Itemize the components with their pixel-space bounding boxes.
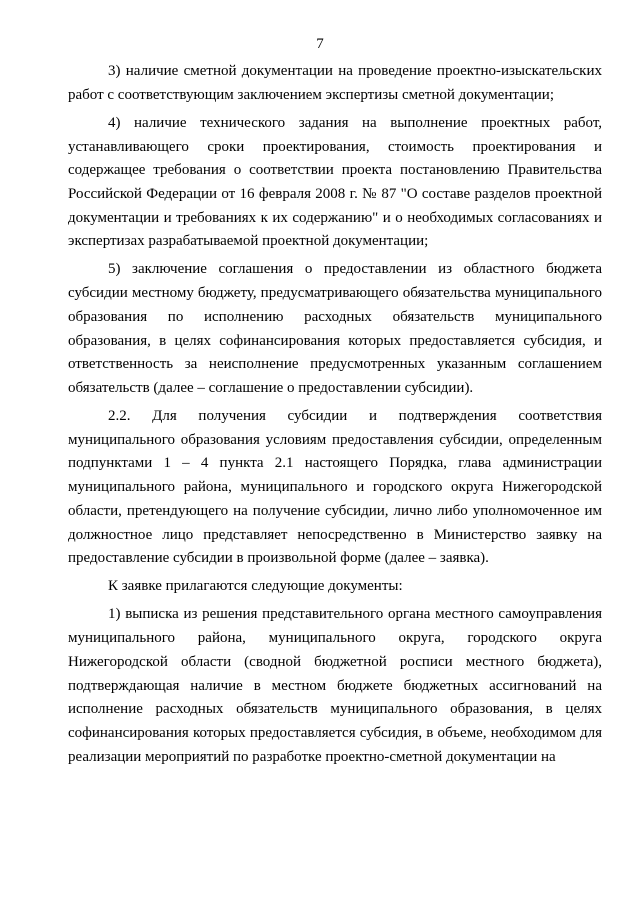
paragraph-item-4-technical-task: 4) наличие технического задания на выполнение проектных работ, устанавливающего сроки проектирования, стоимость проектирования и содержащее требования о соответствии проекта постановлению Правительства Российской Федерации от 16 февраля 2008 г. № 87 "О составе разделов проектной документации и требованиях к их содержанию" и о необходимых согласованиях и экспертизах разрабатываемой проектной документации; (68, 114, 602, 250)
paragraph-2-2-application: 2.2. Для получения субсидии и подтверждения соответствия муниципального образования условиям предоставления субсидии, определенным подпунктами 1 – 4 пункта 2.1 настоящего Порядка, глава администрации муниципального района, муниципального и городского округа Нижегородской области, претендующего на получение субсидии, лично либо уполномоченное им должностное лицо представляет непосредственно в Министерство заявку на предоставление субсидии в произвольной форме (далее – заявка). (68, 408, 602, 567)
paragraph-item-5-subsidy-agreement: 5) заключение соглашения о предоставлении из областного бюджета субсидии местному бюджету, предусматривающего обязательства муниципального образования по исполнению расходных обязательств муниципального образования, в целях софинансирования которых предоставляется субсидия, и ответственность за неисполнение предусмотренных указанным соглашением обязательств (далее – соглашение о предоставлении субсидии). (68, 261, 602, 396)
paragraph-attached-documents: К заявке прилагаются следующие документы: (108, 578, 403, 595)
paragraph-document-1-extract: 1) выписка из решения представительного органа местного самоуправления муниципального района, муниципального округа, городского округа Нижегородской области (сводной бюджетной росписи местного бюджета), подтверждающая наличие в местном бюджете бюджетных ассигнований на исполнение расходных обязательств муниципального образования, в целях софинансирования которых предоставляется субсидия, в объеме, необходимом для реализации мероприятий по разработке проектно-сметной документации на (68, 606, 602, 765)
page-number: 7 (316, 36, 324, 52)
paragraph-item-3-estimate-docs: 3) наличие сметной документации на проведение проектно-изыскательских работ с соответствующим заключением экспертизы сметной документации; (68, 63, 602, 103)
document-body (68, 60, 602, 774)
